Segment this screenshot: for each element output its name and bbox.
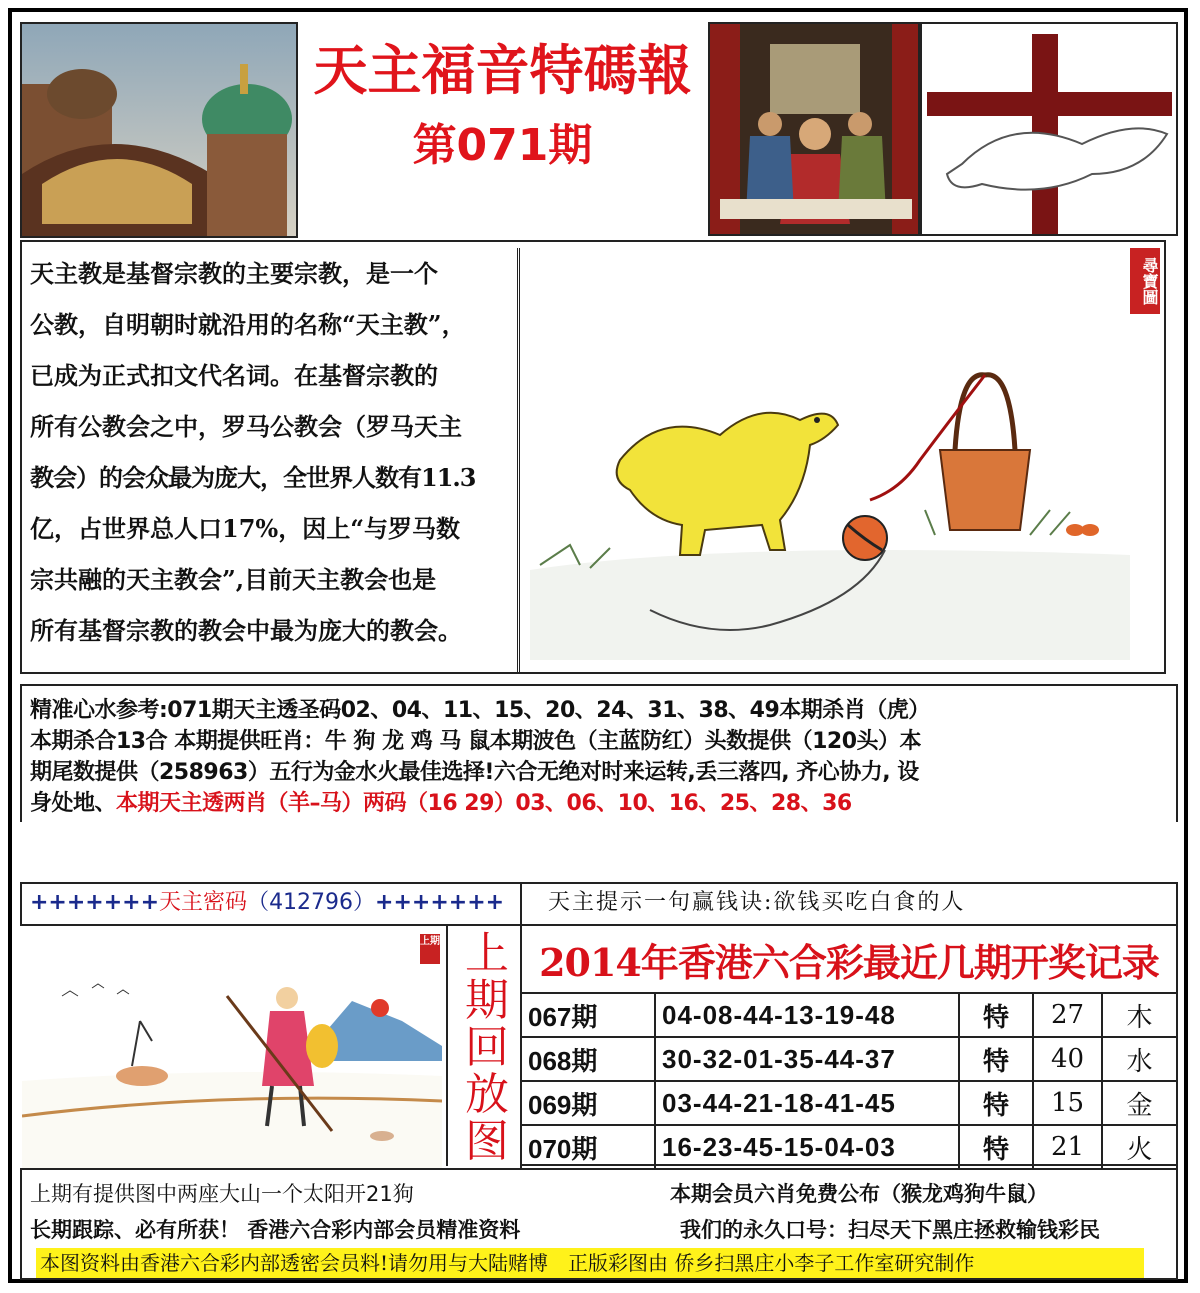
table-row [521, 1125, 1177, 1169]
code-value: （412796） [247, 890, 376, 915]
numbers-cell: 16-23-45-15-04-03 [655, 1125, 959, 1169]
paper-title: 天主福音特碼報 [313, 39, 692, 102]
replay-char: 图 [465, 1116, 509, 1167]
te-cell: 特 [959, 1125, 1033, 1169]
info-line-4 [30, 788, 1172, 819]
divider-vertical [520, 882, 522, 926]
numbers-cell: 30-32-01-35-44-37 [655, 1037, 959, 1081]
plus-left: +++++++ [30, 890, 160, 915]
footer-right-2: 我们的永久口号：扫尽天下黑庄拯救输钱彩民 [680, 1218, 1100, 1242]
results-table [520, 992, 1178, 1170]
numbers-cell: 03-44-21-18-41-45 [655, 1081, 959, 1125]
secret-code [30, 888, 510, 918]
special-cell: 27 [1033, 993, 1102, 1037]
intro-line: 所有公教会之中，罗马公教会（罗马天主 [30, 412, 462, 441]
replay-char: 期 [465, 975, 509, 1026]
replay-vertical-title [458, 930, 516, 1165]
te-cell: 特 [959, 1037, 1033, 1081]
intro-line: 所有基督宗教的教会中最为庞大的教会。 [30, 616, 462, 645]
intro-text-box [24, 248, 520, 672]
results-title: 2014年香港六合彩最近几期开奖记录 [539, 940, 1159, 985]
table-row [521, 1037, 1177, 1081]
table-row [521, 1081, 1177, 1125]
info-line-1: 精准心水参考:071期天主透圣码02、04、11、15、20、24、31、38、49本期杀肖（虎） [30, 698, 930, 723]
special-cell: 21 [1033, 1125, 1102, 1169]
period-cell: 069期 [521, 1081, 655, 1125]
intro-line: 已成为正式扣文代名词。在基督宗教的 [30, 361, 438, 390]
code-label: 天主密码 [159, 890, 248, 915]
treasure-stamp: 尋寶圖 [1130, 248, 1160, 314]
footer-left-2: 长期跟踪、必有所获！ 香港六合彩内部会员精准资料 [30, 1218, 521, 1242]
replay-stamp: 上期 [420, 934, 440, 964]
element-cell: 木 [1102, 993, 1177, 1037]
info-line-2: 本期杀合13合 本期提供旺肖：牛 狗 龙 鸡 马 鼠本期波色（主蓝防红）头数提供（120头）本 [30, 729, 921, 754]
intro-line: 教会）的会众最为庞大，全世界人数有11.3 [30, 463, 476, 492]
special-cell: 15 [1033, 1081, 1102, 1125]
intro-line: 天主教是基督宗教的主要宗教，是一个 [30, 259, 438, 288]
issue-number: 第071期 [412, 120, 593, 171]
table-row [521, 993, 1177, 1037]
info-line-4-highlight: 本期天主透两肖（羊–马）两码（16 29）03、06、10、16、25、28、36 [116, 791, 852, 816]
intro-line: 亿，占世界总人口17%，因上“与罗马数 [30, 514, 461, 543]
element-cell: 火 [1102, 1125, 1177, 1169]
period-cell: 068期 [521, 1037, 655, 1081]
period-cell: 067期 [521, 993, 655, 1037]
intro-line: 公教，自明朝时就沿用的名称“天主教”， [30, 310, 466, 339]
replay-char: 上 [465, 928, 509, 979]
replay-char: 回 [465, 1022, 509, 1073]
element-cell: 水 [1102, 1037, 1177, 1081]
intro-line: 宗共融的天主教会”,目前天主教会也是 [30, 565, 437, 594]
special-cell: 40 [1033, 1037, 1102, 1081]
info-line-4-prefix: 身处地、 [30, 791, 117, 816]
winning-tip: 天主提示一句赢钱诀:欲钱买吃白食的人 [548, 890, 966, 915]
footer-banner: 本图资料由香港六合彩内部透密会员料!请勿用与大陆赌博 正版彩图由 侨乡扫黑庄小李子工作室研究制作 [36, 1248, 1144, 1278]
period-cell: 070期 [521, 1125, 655, 1169]
replay-char: 放 [465, 1069, 509, 1120]
footer-left-1: 上期有提供图中两座大山一个太阳开21狗 [30, 1182, 414, 1206]
cross-dove-image [920, 22, 1178, 236]
last-supper-image [708, 22, 920, 236]
te-cell: 特 [959, 993, 1033, 1037]
info-line-3: 期尾数提供（258963）五行为金水火最佳选择!六合无绝对时来运转,丢三落四, 齐心协力, 设 [30, 760, 919, 785]
plus-right: +++++++ [375, 890, 505, 915]
footer-right-1: 本期会员六肖免费公布（猴龙鸡狗牛鼠） [670, 1182, 1048, 1206]
dog-bucket-illustration [530, 340, 1130, 660]
info-text [30, 695, 1172, 819]
vertical-divider-left [446, 926, 448, 1166]
te-cell: 特 [959, 1081, 1033, 1125]
replay-illustration [22, 926, 442, 1168]
element-cell: 金 [1102, 1081, 1177, 1125]
numbers-cell: 04-08-44-13-19-48 [655, 993, 959, 1037]
cathedral-image [20, 22, 298, 238]
